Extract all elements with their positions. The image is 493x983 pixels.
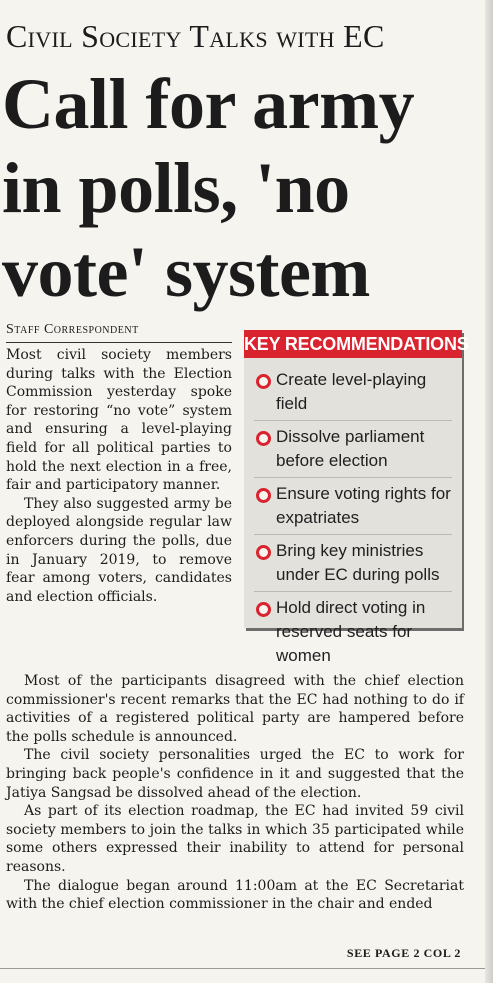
article-headline — [2, 62, 490, 314]
ring-bullet-icon — [256, 488, 271, 503]
body-paragraph: The dialogue began around 11:00am at the EC Secretariat with the chief election commissioner in the chair and ended — [6, 877, 464, 913]
bottom-divider — [0, 968, 493, 969]
key-recommendations-title: KEY RECOMMENDATIONS — [244, 330, 462, 358]
continuation-jump-link[interactable]: SEE PAGE 2 COL 2 — [346, 946, 461, 960]
key-recommendations-box — [244, 330, 469, 665]
list-item — [254, 478, 452, 535]
ring-bullet-icon — [256, 374, 271, 389]
body-paragraph: The civil society personalities urged the EC to work for bringing back people's confidence in it and suggested that the Jatiya Sangsad be dissolved ahead of the election. — [6, 747, 464, 801]
ring-bullet-icon — [256, 431, 271, 446]
list-item — [254, 535, 452, 592]
article-kicker: Civil Society Talks with EC — [6, 18, 385, 54]
recommendation-text: Dissolve parliament before election — [276, 427, 425, 470]
byline-divider — [6, 342, 232, 343]
list-item — [254, 364, 452, 421]
ring-bullet-icon — [256, 602, 271, 617]
body-paragraph: As part of its election roadmap, the EC had invited 59 civil society members to join the talks in which 35 participated while some others expressed their inability to attend for personal reasons. — [6, 803, 464, 875]
list-item — [254, 592, 452, 672]
page-edge — [485, 0, 493, 983]
headline-line: vote' system — [2, 232, 370, 312]
headline-line: Call for army — [2, 64, 415, 144]
recommendation-text: Hold direct voting in reserved seats for women — [276, 598, 426, 665]
byline: Staff Correspondent — [6, 322, 139, 337]
body-paragraph: They also suggested army be deployed alongside regular law enforcers during the polls, due in January 2019, to remove fear among voters, candidates and election officials. — [6, 495, 232, 605]
ring-bullet-icon — [256, 545, 271, 560]
recommendations-list — [244, 358, 462, 672]
recommendation-text: Bring key ministries under EC during polls — [276, 541, 440, 584]
body-paragraph: Most of the participants disagreed with the chief election commissioner's recent remarks that the EC had nothing to do if activities of a registered political party are hampered before the polls schedule is announced. — [6, 673, 464, 745]
body-paragraph: Most civil society members during talks with the Election Commission yesterday spoke for restoring “no vote” system and ensuring a level-playing field for all political parties to hold the next election in a free, fair and participatory manner. — [6, 347, 232, 494]
article-body-wide — [6, 672, 464, 914]
recommendation-text: Create level-playing field — [276, 370, 427, 413]
recommendation-text: Ensure voting rights for expatriates — [276, 484, 451, 527]
list-item — [254, 421, 452, 478]
article-body-column — [6, 346, 232, 606]
headline-line: in polls, 'no — [2, 148, 350, 228]
